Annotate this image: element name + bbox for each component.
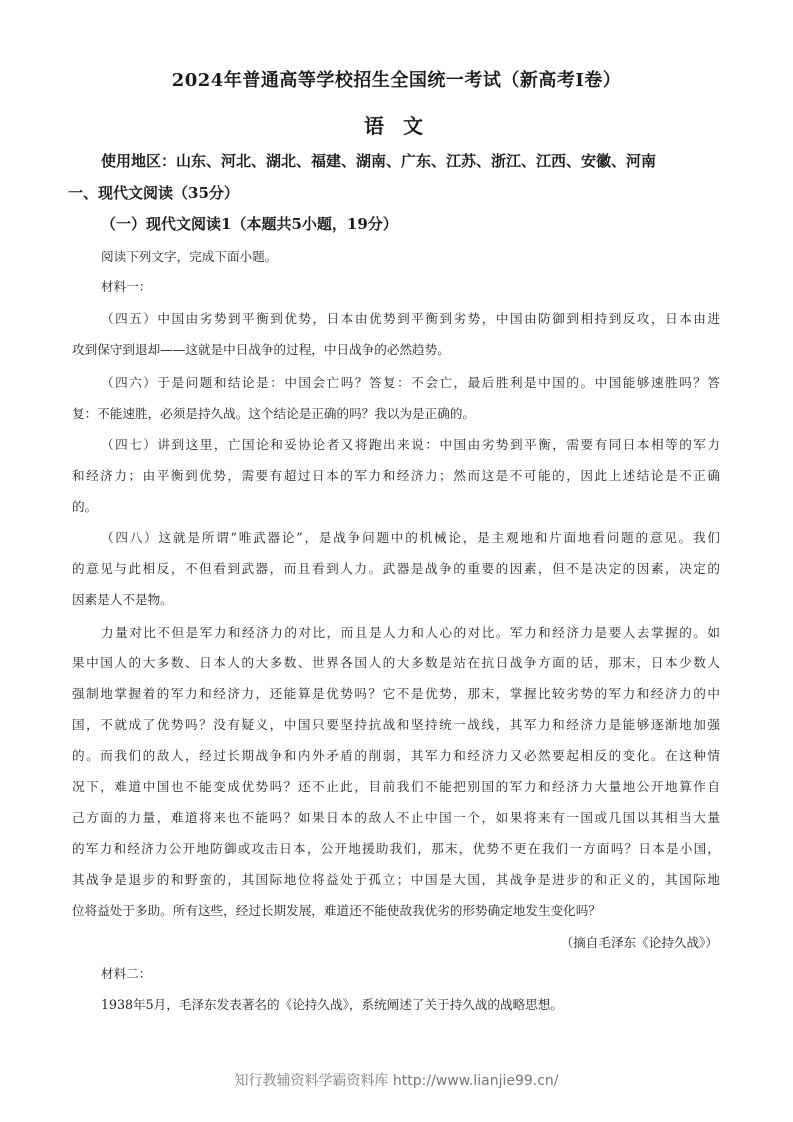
paragraph-line: 果中国人的大多数、日本人的大多数、世界各国人的大多数是站在抗日战争方面的话，那末，日本少数人 xyxy=(72,655,720,670)
paragraph-line: 攻到保守到退却——这就是中日战争的过程，中日战争的必然趋势。 xyxy=(72,342,450,357)
exam-title: 2024年普通高等学校招生全国统一考试（新高考Ⅰ卷） xyxy=(171,70,622,91)
paragraph-line: 其战争是退步的和野蛮的，其国际地位将益处于孤立；中国是大国，其战争是进步的和正义的，其国际地 xyxy=(72,872,720,887)
instruction-text: 阅读下列文字，完成下面小题。 xyxy=(101,249,278,264)
paragraph-line: 的。而我们的敌人，经过长期战争和内外矛盾的削弱，其军力和经济力又必然要起相反的变化。在这种情 xyxy=(72,748,720,763)
paragraph-line: 国，不就成了优势吗？没有疑义，中国只要坚持抗战和坚持统一战线，其军力和经济力是能够逐渐地加强 xyxy=(72,717,720,732)
paragraph-line: 力量对比不但是军力和经济力的对比，而且是人力和人心的对比。军力和经济力是要人去掌握的。如 xyxy=(101,625,720,640)
subsection-heading: （一）现代文阅读1（本题共5小题，19分） xyxy=(101,215,398,233)
paragraph-line: 的意见与此相反，不但看到武器，而且看到人力。武器是战争的重要的因素，但不是决定的因素，决定的 xyxy=(72,561,720,576)
paragraph-line: （四八）这就是所谓“唯武器论”，是战争问题中的机械论，是主观地和片面地看问题的意见。我们 xyxy=(101,530,720,545)
paragraph-line: 位将益处于多助。所有这些，经过长期发展，难道还不能使敌我优劣的形势确定地发生变化吗？ xyxy=(72,903,601,918)
paragraph-line: 况下，难道中国也不能变成优势吗？还不止此，目前我们不能把别国的军力和经济力大量地公开地算作自 xyxy=(72,779,720,794)
paragraph-line: （四五）中国由劣势到平衡到优势，日本由优势到平衡到劣势，中国由防御到相持到反攻，日本由进 xyxy=(101,311,720,326)
paragraph-line: 和经济力；由平衡到优势，需要有超过日本的军力和经济力；然而这是不可能的，因此上述结论是不正确 xyxy=(72,468,720,483)
section-heading: 一、现代文阅读（35分） xyxy=(68,184,239,202)
usage-region: 使用地区：山东、河北、湖北、福建、湖南、广东、江苏、浙江、江西、安徽、河南 xyxy=(101,152,657,170)
paragraph-line: 的军力和经济力公开地防御或攻击日本，公开地援助我们，那末，优势不更在我们一方面吗？日本是小国， xyxy=(72,841,720,856)
subject-title: 语 文 xyxy=(364,114,429,138)
paragraph-line: 1938年5月，毛泽东发表著名的《论持久战》，系统阐述了关于持久战的战略思想。 xyxy=(101,997,563,1012)
paragraph-line: （四六）于是问题和结论是：中国会亡吗？答复：不会亡，最后胜利是中国的。中国能够速胜吗？答 xyxy=(101,375,720,390)
paragraph-line: 的。 xyxy=(72,499,98,514)
material-two-label: 材料二： xyxy=(101,966,152,981)
paragraph-line: 强制地掌握着的军力和经济力，还能算是优势吗？它不是优势，那末，掌握比较劣势的军力和经济力的中 xyxy=(72,686,720,701)
paragraph-line: 己方面的力量，难道将来也不能吗？如果日本的敌人不止中国一个，如果将来有一国或几国以其相当大量 xyxy=(72,810,720,825)
paragraph-line: 复：不能速胜，必须是持久战。这个结论是正确的吗？我以为是正确的。 xyxy=(72,406,475,421)
material-one-label: 材料一： xyxy=(101,279,152,294)
paragraph-line: （四七）讲到这里，亡国论和妥协论者又将跑出来说：中国由劣势到平衡，需要有同日本相等的军力 xyxy=(101,437,720,452)
source-citation: （摘自毛泽东《论持久战》） xyxy=(560,935,718,950)
footer-watermark: 知行教辅资料学霸资料库 http://www.lianjie99.cn/ xyxy=(234,1073,559,1089)
paragraph-line: 因素是人不是物。 xyxy=(72,592,173,607)
